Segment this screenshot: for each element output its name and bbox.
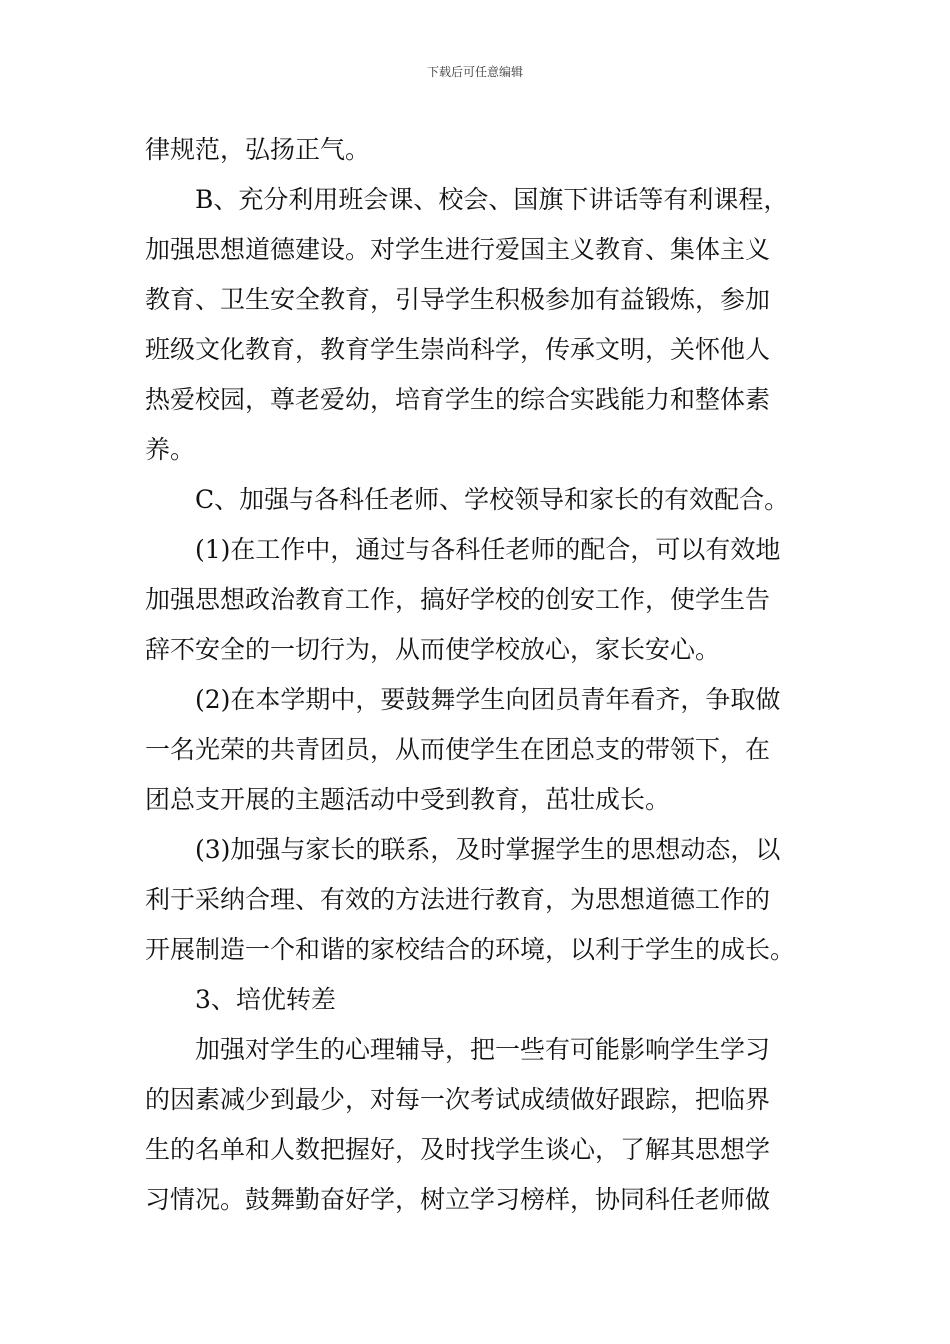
text-line: 律规范，弘扬正气。: [145, 135, 371, 164]
text-line: 养。: [145, 435, 196, 464]
text-line: 加强思想政治教育工作，搞好学校的创安工作，使学生告: [145, 585, 771, 614]
text-line: 辞不安全的一切行为，从而使学校放心，家长安心。: [145, 635, 721, 664]
text-line: 3、培优转差: [195, 985, 336, 1014]
text-line: (2)在本学期中，要鼓舞学生向团员青年看齐，争取做: [195, 685, 781, 714]
text-line: B、充分利用班会课、校会、国旗下讲话等有利课程，: [195, 185, 789, 214]
text-line: 的因素减少到最少，对每一次考试成绩做好跟踪，把临界: [145, 1085, 771, 1114]
text-line: C、加强与各科任老师、学校领导和家长的有效配合。: [195, 485, 790, 514]
body-text: [145, 125, 810, 1225]
text-line: 加强思想道德建设。对学生进行爱国主义教育、集体主义: [145, 235, 771, 264]
text-line: 生的名单和人数把握好，及时找学生谈心，了解其思想学: [145, 1135, 771, 1164]
text-line: 教育、卫生安全教育，引导学生积极参加有益锻炼，参加: [145, 285, 771, 314]
text-line: 一名光荣的共青团员，从而使学生在团总支的带领下，在: [145, 735, 771, 764]
text-line: (3)加强与家长的联系，及时掌握学生的思想动态，以: [195, 835, 781, 864]
text-line: 加强对学生的心理辅导，把一些有可能影响学生学习: [195, 1035, 771, 1064]
text-line: 利于采纳合理、有效的方法进行教育，为思想道德工作的: [145, 885, 771, 914]
page-header: 下载后可任意编辑: [426, 65, 523, 79]
text-line: 热爱校园，尊老爱幼，培育学生的综合实践能力和整体素: [145, 385, 771, 414]
text-line: (1)在工作中，通过与各科任老师的配合，可以有效地: [195, 535, 781, 564]
text-line: 班级文化教育，教育学生崇尚科学，传承文明，关怀他人: [145, 335, 771, 364]
text-line: 团总支开展的主题活动中受到教育，茁壮成长。: [145, 785, 671, 814]
text-line: 习情况。鼓舞勤奋好学，树立学习榜样，协同科任老师做: [145, 1185, 771, 1214]
text-line: 开展制造一个和谐的家校结合的环境，以利于学生的成长。: [145, 935, 796, 964]
